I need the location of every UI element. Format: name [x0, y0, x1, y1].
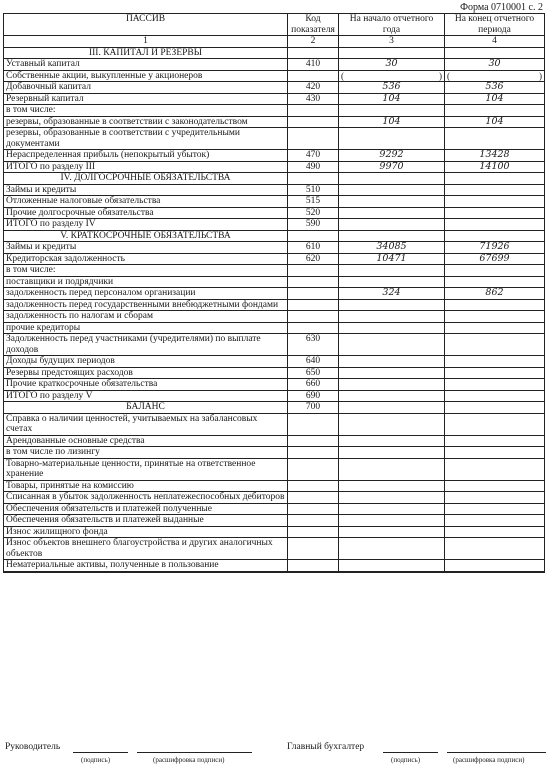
row-label: Прочие краткосрочные обязательства [4, 379, 288, 391]
row-code: 470 [288, 150, 339, 162]
row-code [288, 413, 339, 435]
table-row [4, 322, 545, 334]
row-label: Доходы будущих периодов [4, 356, 288, 368]
row-value-end[interactable] [445, 435, 545, 447]
row-value-start[interactable] [339, 515, 445, 527]
row-code: 420 [288, 82, 339, 94]
row-label: ИТОГО по разделу III [4, 161, 288, 173]
row-value-end[interactable] [445, 560, 545, 572]
table-row [4, 161, 545, 173]
row-value-start[interactable] [339, 265, 445, 277]
column-number: 2 [288, 36, 339, 48]
row-code: 690 [288, 390, 339, 402]
header-end: На конец отчетного периода [445, 14, 545, 36]
row-value-start[interactable] [339, 447, 445, 459]
row-value-start[interactable] [339, 299, 445, 311]
table-row [4, 379, 545, 391]
row-value-end[interactable]: 536 [445, 82, 545, 94]
row-label: БАЛАНС [4, 402, 288, 414]
row-value-end[interactable] [445, 265, 545, 277]
row-value-end[interactable] [445, 480, 545, 492]
row-value-end[interactable] [445, 571, 545, 572]
director-sign-line[interactable] [73, 742, 128, 753]
row-label: Добавочный капитал [4, 82, 288, 94]
row-code [288, 458, 339, 480]
row-value-start[interactable] [339, 526, 445, 538]
row-value-start[interactable] [339, 356, 445, 368]
row-value-end[interactable]: 71926 [445, 242, 545, 254]
row-label: в том числе: [4, 105, 288, 117]
row-label: резервы, образованные в соответствии с учредительными документами [4, 128, 288, 150]
row-code: 640 [288, 356, 339, 368]
table-row [4, 150, 545, 162]
row-value-start[interactable] [339, 402, 445, 414]
row-code [288, 288, 339, 300]
row-value-end[interactable] [445, 219, 545, 231]
director-decode-caption: (расшифровка подписи) [153, 756, 225, 764]
row-value-start[interactable] [339, 458, 445, 480]
row-value-end[interactable] [445, 367, 545, 379]
row-label: резервы, образованные в соответствии с законодательством [4, 116, 288, 128]
row-label: Отложенные налоговые обязательства [4, 196, 288, 208]
row-code [288, 128, 339, 150]
row-value-start[interactable] [339, 105, 445, 117]
row-code [288, 311, 339, 323]
header-code: Код показателя [288, 14, 339, 36]
row-label: задолженность перед государственными внебюджетными фондами [4, 299, 288, 311]
row-value-start[interactable] [339, 435, 445, 447]
row-label: Кредиторская задолженность [4, 253, 288, 265]
row-value-start[interactable] [339, 480, 445, 492]
row-label: поставщики и подрядчики [4, 276, 288, 288]
row-value-end[interactable] [445, 299, 545, 311]
row-code: 610 [288, 242, 339, 254]
row-code: 590 [288, 219, 339, 231]
row-label: Нераспределенная прибыль (непокрытый убыток) [4, 150, 288, 162]
row-value-end[interactable]: 862 [445, 288, 545, 300]
row-value-end[interactable]: 13428 [445, 150, 545, 162]
row-value-start[interactable]: 9292 [339, 150, 445, 162]
row-value-end[interactable]: 14100 [445, 161, 545, 173]
row-value-start[interactable]: 536 [339, 82, 445, 94]
row-code [288, 265, 339, 277]
row-value-start[interactable]: 104 [339, 93, 445, 105]
row-code [288, 322, 339, 334]
row-code [288, 480, 339, 492]
row-value-end[interactable] [445, 503, 545, 515]
accountant-label: Главный бухгалтер [287, 742, 365, 752]
row-value-start[interactable] [339, 230, 445, 242]
column-number-row [4, 36, 545, 48]
accountant-decode-caption: (расшифровка подписи) [453, 756, 525, 764]
table-row [4, 402, 545, 414]
row-value-start[interactable] [339, 128, 445, 150]
row-value-end[interactable] [445, 196, 545, 208]
table-row [4, 265, 545, 277]
row-label: в том числе по лизингу [4, 447, 288, 459]
row-value-end[interactable] [445, 334, 545, 356]
row-code [288, 515, 339, 527]
row-label: Арендованные основные средства [4, 435, 288, 447]
row-value-start[interactable] [339, 173, 445, 185]
table-row [4, 70, 545, 82]
row-code: 700 [288, 402, 339, 414]
accountant-sign-line[interactable] [383, 742, 438, 753]
row-value-start[interactable] [339, 503, 445, 515]
table-row [4, 458, 545, 480]
table-row [4, 242, 545, 254]
row-label: ИТОГО по разделу IV [4, 219, 288, 231]
row-value-end[interactable] [445, 105, 545, 117]
row-value-start[interactable] [339, 311, 445, 323]
table-row [4, 128, 545, 150]
table-row [4, 311, 545, 323]
table-row [4, 560, 545, 572]
table-row [4, 435, 545, 447]
row-value-end[interactable] [445, 458, 545, 480]
row-label: ИТОГО по разделу V [4, 390, 288, 402]
row-label: Списанная в убыток задолженность неплатежеспособных дебиторов [4, 492, 288, 504]
director-sign-caption: (подпись) [81, 756, 111, 764]
row-code: 620 [288, 253, 339, 265]
row-code [288, 435, 339, 447]
row-value-end[interactable] [445, 47, 545, 59]
row-label: Резервы предстоящих расходов [4, 367, 288, 379]
table-row [4, 538, 545, 560]
table-row [4, 367, 545, 379]
row-value-end[interactable] [445, 390, 545, 402]
row-code: 410 [288, 59, 339, 71]
row-value-start[interactable]: ( ) [339, 70, 445, 82]
table-row [4, 390, 545, 402]
table-row [4, 59, 545, 71]
row-label: V. КРАТКОСРОЧНЫЕ ОБЯЗАТЕЛЬСТВА [4, 230, 288, 242]
row-code [288, 503, 339, 515]
row-code [288, 447, 339, 459]
column-number: 4 [445, 36, 545, 48]
row-code: 520 [288, 207, 339, 219]
table-row [4, 515, 545, 527]
director-label: Руководитель [5, 742, 61, 752]
table-row [4, 480, 545, 492]
row-code: 430 [288, 93, 339, 105]
row-label: IV. ДОЛГОСРОЧНЫЕ ОБЯЗАТЕЛЬСТВА [4, 173, 288, 185]
table-row [4, 196, 545, 208]
row-value-start[interactable] [339, 219, 445, 231]
row-value-start[interactable] [339, 492, 445, 504]
row-value-start[interactable] [339, 390, 445, 402]
row-value-start[interactable] [339, 538, 445, 560]
form-number: Форма 0710001 с. 2 [460, 2, 543, 13]
row-value-end[interactable] [445, 379, 545, 391]
row-value-end[interactable] [445, 538, 545, 560]
row-label: Справка о наличии ценностей, учитываемых на забалансовых счетах [4, 413, 288, 435]
row-value-end[interactable] [445, 492, 545, 504]
row-value-end[interactable] [445, 322, 545, 334]
row-label: Нематериальные активы, полученные в пользование [4, 560, 288, 572]
column-number: 3 [339, 36, 445, 48]
table-row [4, 447, 545, 459]
row-value-start[interactable] [339, 207, 445, 219]
table-row [4, 276, 545, 288]
row-code [288, 70, 339, 82]
table-row [4, 207, 545, 219]
row-label: задолженность по налогам и сборам [4, 311, 288, 323]
row-code [288, 538, 339, 560]
row-value-end[interactable] [445, 276, 545, 288]
table-row [4, 253, 545, 265]
row-code: 515 [288, 196, 339, 208]
row-code: 490 [288, 161, 339, 173]
row-label [4, 571, 288, 572]
accountant-decode-line[interactable] [447, 742, 546, 753]
row-value-end[interactable] [445, 515, 545, 527]
row-code [288, 105, 339, 117]
row-code: 630 [288, 334, 339, 356]
row-value-start[interactable] [339, 47, 445, 59]
row-code [288, 47, 339, 59]
balance-sheet-table [3, 13, 545, 573]
row-value-end[interactable] [445, 526, 545, 538]
table-row [4, 173, 545, 185]
signature-block [5, 742, 546, 772]
row-label: Собственные акции, выкупленные у акционеров [4, 70, 288, 82]
header-passiv: ПАССИВ [4, 14, 288, 36]
table-row [4, 47, 545, 59]
row-value-end[interactable]: 67699 [445, 253, 545, 265]
row-value-start[interactable] [339, 184, 445, 196]
row-value-end[interactable] [445, 184, 545, 196]
row-label: Товары, принятые на комиссию [4, 480, 288, 492]
row-value-end[interactable]: 30 [445, 59, 545, 71]
table-row [4, 116, 545, 128]
row-value-end[interactable]: ( ) [445, 70, 545, 82]
row-value-end[interactable]: 104 [445, 93, 545, 105]
table-row [4, 219, 545, 231]
row-label: Прочие долгосрочные обязательства [4, 207, 288, 219]
row-value-start[interactable] [339, 196, 445, 208]
row-code: 660 [288, 379, 339, 391]
table-row [4, 413, 545, 435]
row-value-end[interactable] [445, 356, 545, 368]
row-label: Займы и кредиты [4, 184, 288, 196]
row-label: Задолженность перед участниками (учредителями) по выплате доходов [4, 334, 288, 356]
table-row [4, 299, 545, 311]
row-label: в том числе: [4, 265, 288, 277]
table-row [4, 526, 545, 538]
row-value-start[interactable] [339, 276, 445, 288]
row-code [288, 230, 339, 242]
table-header-row [4, 14, 545, 36]
row-value-start[interactable]: 34085 [339, 242, 445, 254]
row-value-start[interactable] [339, 322, 445, 334]
row-code: 510 [288, 184, 339, 196]
table-row [4, 492, 545, 504]
row-value-start[interactable] [339, 334, 445, 356]
row-code [288, 492, 339, 504]
row-value-end[interactable] [445, 311, 545, 323]
row-label: Резервный капитал [4, 93, 288, 105]
row-value-end[interactable]: 104 [445, 116, 545, 128]
row-value-end[interactable] [445, 402, 545, 414]
table-row [4, 356, 545, 368]
table-row [4, 230, 545, 242]
table-row [4, 334, 545, 356]
row-code [288, 571, 339, 572]
table-row [4, 184, 545, 196]
row-code [288, 299, 339, 311]
row-value-start[interactable] [339, 413, 445, 435]
director-decode-line[interactable] [137, 742, 252, 753]
row-value-start[interactable]: 10471 [339, 253, 445, 265]
row-label: Обеспечения обязательств и платежей полученные [4, 503, 288, 515]
table-row [4, 93, 545, 105]
row-value-start[interactable]: 9970 [339, 161, 445, 173]
row-value-start[interactable] [339, 367, 445, 379]
row-label: задолженность перед персоналом организации [4, 288, 288, 300]
row-code [288, 560, 339, 572]
header-start: На начало отчетного года [339, 14, 445, 36]
row-value-start[interactable] [339, 379, 445, 391]
row-label: Обеспечения обязательств и платежей выданные [4, 515, 288, 527]
column-number: 1 [4, 36, 288, 48]
row-label: Уставный капитал [4, 59, 288, 71]
row-value-end[interactable] [445, 128, 545, 150]
table-row [4, 503, 545, 515]
row-value-start[interactable]: 324 [339, 288, 445, 300]
row-value-end[interactable] [445, 207, 545, 219]
row-value-start[interactable] [339, 571, 445, 572]
table-row [4, 105, 545, 117]
row-label: III. КАПИТАЛ И РЕЗЕРВЫ [4, 47, 288, 59]
table-row [4, 288, 545, 300]
row-code: 650 [288, 367, 339, 379]
row-label: Товарно-материальные ценности, принятые на ответственное хранение [4, 458, 288, 480]
row-label: Износ жилищного фонда [4, 526, 288, 538]
row-value-start[interactable]: 104 [339, 116, 445, 128]
row-code [288, 173, 339, 185]
row-code [288, 526, 339, 538]
row-code [288, 116, 339, 128]
table-row [4, 82, 545, 94]
row-value-end[interactable] [445, 413, 545, 435]
row-value-end[interactable] [445, 447, 545, 459]
accountant-sign-caption: (подпись) [391, 756, 421, 764]
row-value-start[interactable]: 30 [339, 59, 445, 71]
row-value-end[interactable] [445, 173, 545, 185]
row-value-end[interactable] [445, 230, 545, 242]
row-label: Износ объектов внешнего благоустройства и других аналогичных объектов [4, 538, 288, 560]
table-row [4, 571, 545, 572]
row-code [288, 276, 339, 288]
row-label: прочие кредиторы [4, 322, 288, 334]
row-value-start[interactable] [339, 560, 445, 572]
row-label: Займы и кредиты [4, 242, 288, 254]
